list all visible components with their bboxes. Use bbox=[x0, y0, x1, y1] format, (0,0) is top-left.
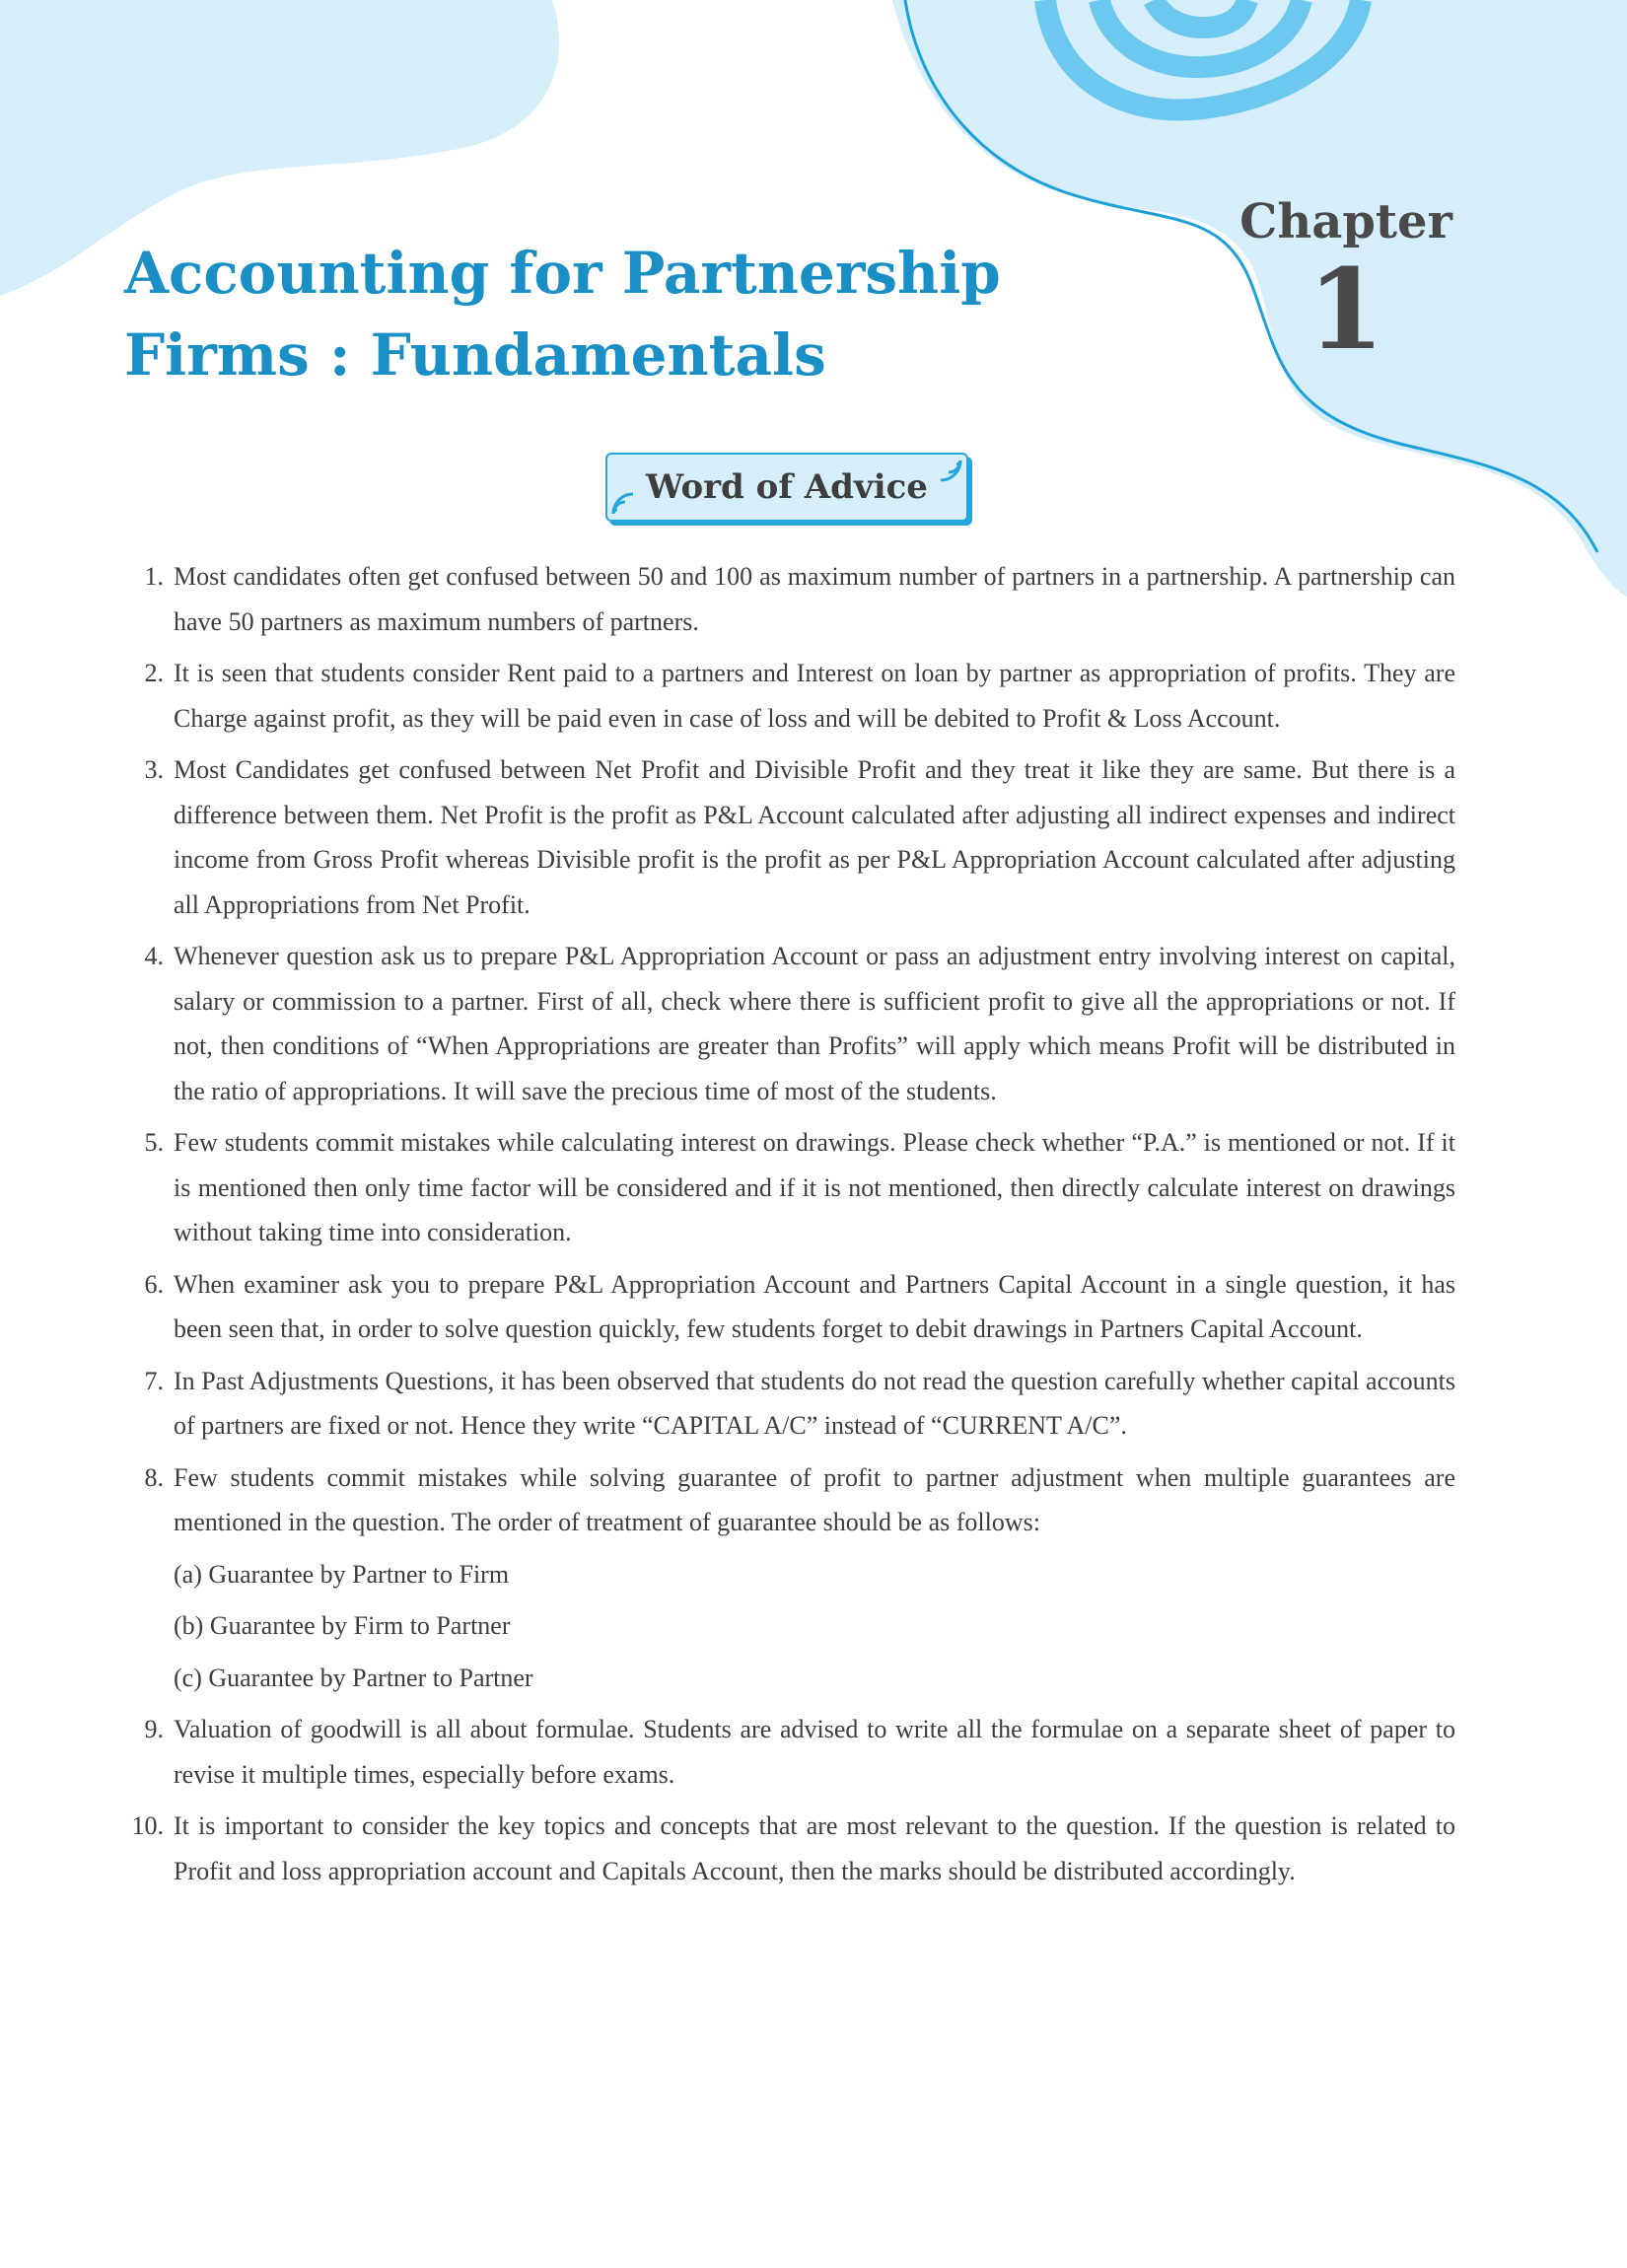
title-line-2: Firms : Fundamentals bbox=[124, 321, 826, 389]
advice-item-number: 3. bbox=[144, 755, 164, 784]
guarantee-order-item: (a) Guarantee by Partner to Firm bbox=[174, 1559, 510, 1589]
advice-item-text: Most candidates often get confused between 50 and 100 as maximum number of partners in a partnership. A partnership can have 50 partners as maximum numbers of partners. bbox=[174, 562, 1455, 636]
page-title bbox=[124, 233, 1001, 396]
advice-item-number: 9. bbox=[144, 1715, 164, 1743]
advice-item bbox=[124, 1707, 1455, 1797]
word-of-advice-badge bbox=[605, 453, 968, 522]
advice-item-text: Few students commit mistakes while calculating interest on drawings. Please check whether “P.A.” is mentioned or not. If it is mentioned then only time factor will be considered and if it is not mentioned, then directly calculate interest on drawings without taking time into consideration. bbox=[174, 1128, 1455, 1246]
advice-item-text: Whenever question ask us to prepare P&L Appropriation Account or pass an adjustment entry involving interest on capital, salary or commission to a partner. First of all, check where there is sufficient profit to give all the appropriations or not. If not, then conditions of “When Appropriations are greater than Profits” will apply which means Profit will be distributed in the ratio of appropriations. It will save the precious time of most of the students. bbox=[174, 942, 1455, 1105]
title-line-1: Accounting for Partnership bbox=[124, 240, 1001, 307]
advice-item bbox=[124, 934, 1455, 1113]
advice-item bbox=[124, 1359, 1455, 1449]
chapter-label: Chapter bbox=[1239, 194, 1452, 249]
advice-list bbox=[124, 554, 1455, 1900]
advice-item-number: 2. bbox=[144, 659, 164, 687]
advice-item bbox=[124, 554, 1455, 644]
advice-item bbox=[124, 1262, 1455, 1352]
advice-item-number: 8. bbox=[144, 1462, 164, 1492]
guarantee-order-list bbox=[174, 1552, 1455, 1701]
guarantee-order-item: (c) Guarantee by Partner to Partner bbox=[174, 1663, 533, 1692]
advice-item-text: In Past Adjustments Questions, it has been observed that students do not read the question carefully whether capital accounts of partners are fixed or not. Hence they write “CAPITAL A/C” instead of “CURRENT A/C”. bbox=[174, 1366, 1455, 1440]
advice-item-number: 1. bbox=[144, 562, 164, 591]
advice-item bbox=[124, 651, 1455, 741]
advice-item-text: It is important to consider the key topics and concepts that are most relevant to the question. If the question is related to Profit and loss appropriation account and Capitals Account, then the marks should be distributed accordingly. bbox=[174, 1811, 1455, 1885]
advice-item-number: 4. bbox=[144, 942, 164, 970]
advice-item-text: Most Candidates get confused between Net Profit and Divisible Profit and they treat it like they are same. But there is a difference between them. Net Profit is the profit as P&L Account calculated after adjusting all indirect expenses and indirect income from Gross Profit whereas Divisible profit is the profit as per P&L Appropriation Account calculated after adjusting all Appropriations from Net Profit. bbox=[174, 755, 1455, 919]
advice-item-text: When examiner ask you to prepare P&L Appropriation Account and Partners Capital Account in a single question, it has been seen that, in order to solve question quickly, few students forget to debit drawings in Partners Capital Account. bbox=[174, 1269, 1455, 1343]
chapter-number: 1 bbox=[1308, 246, 1384, 375]
advice-heading: Word of Advice bbox=[646, 467, 928, 507]
guarantee-order-item: (b) Guarantee by Firm to Partner bbox=[174, 1611, 511, 1640]
advice-item-number: 10. bbox=[131, 1811, 164, 1840]
advice-item-number: 7. bbox=[144, 1366, 164, 1395]
advice-item-number: 5. bbox=[144, 1128, 164, 1157]
advice-item-number: 6. bbox=[144, 1269, 164, 1299]
advice-item bbox=[124, 1455, 1455, 1701]
advice-item-text: Valuation of goodwill is all about formulae. Students are advised to write all the formulae on a separate sheet of paper to revise it multiple times, especially before exams. bbox=[174, 1715, 1455, 1789]
advice-item-text: Few students commit mistakes while solving guarantee of profit to partner adjustment when multiple guarantees are mentioned in the question. The order of treatment of guarantee should be as follows: bbox=[174, 1462, 1455, 1536]
advice-item bbox=[124, 1120, 1455, 1255]
advice-item-text: It is seen that students consider Rent paid to a partners and Interest on loan by partner as appropriation of profits. They are Charge against profit, as they will be paid even in case of loss and will be debited to Profit & Loss Account. bbox=[174, 659, 1455, 733]
advice-item bbox=[124, 747, 1455, 927]
advice-item bbox=[124, 1804, 1455, 1893]
